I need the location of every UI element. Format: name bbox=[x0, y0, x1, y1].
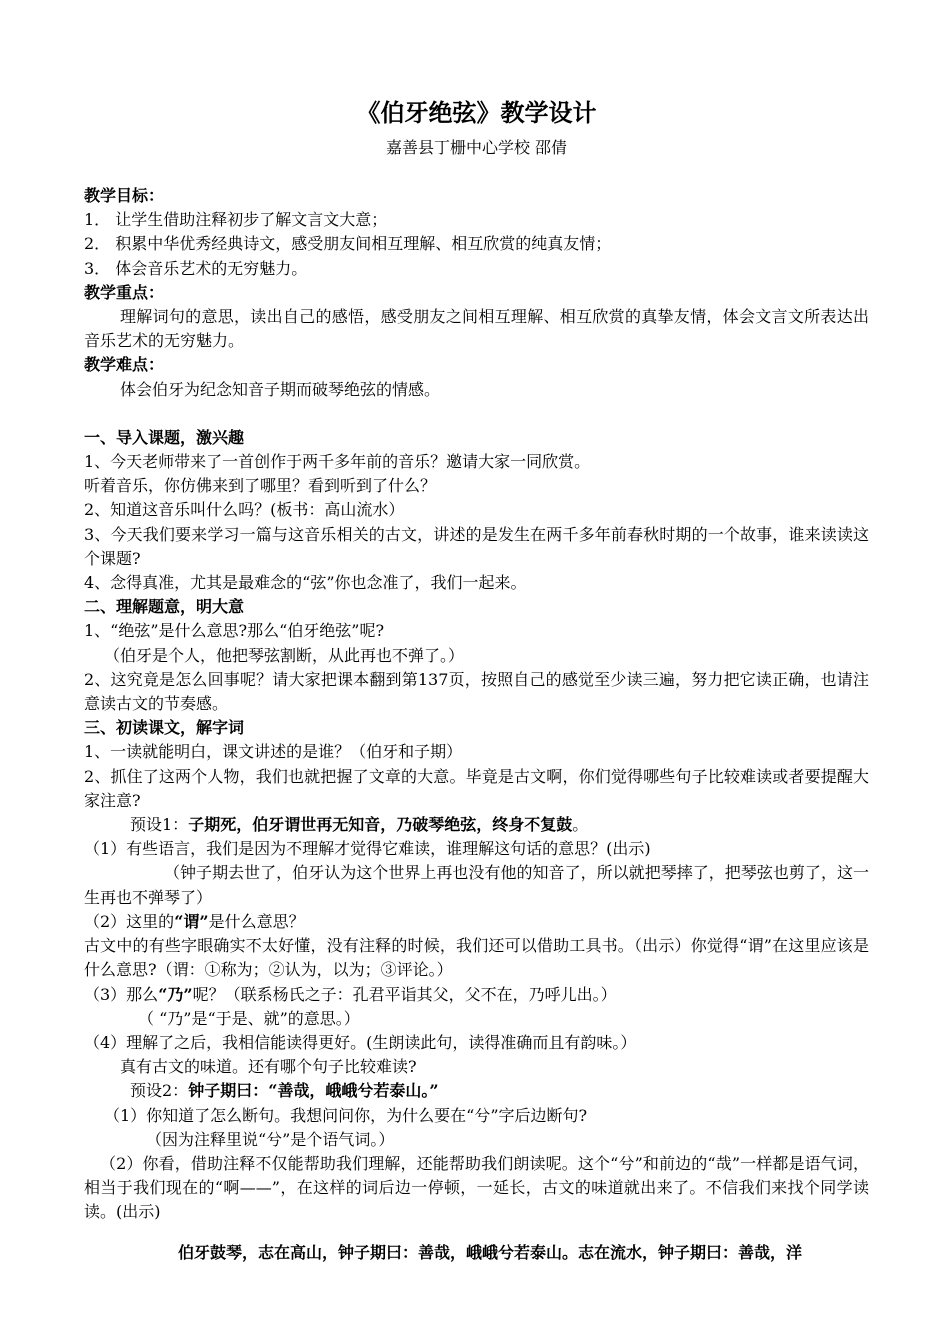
question-2-suffix: 是什么意思？ bbox=[208, 911, 305, 931]
question-2-keyword: “谓” bbox=[174, 911, 209, 931]
question-3 bbox=[84, 983, 869, 1007]
author-line: 嘉善县丁栅中心学校 邵倩 bbox=[385, 138, 568, 157]
goal-item: 3． 体会音乐艺术的无穷魅力。 bbox=[84, 258, 308, 278]
question-3-answer: （ “乃”是“于是、就”的意思。） bbox=[138, 1008, 360, 1028]
question-3-prefix: （3）那么 bbox=[84, 984, 159, 1004]
key-points-text: 理解词句的意思，读出自己的感悟，感受朋友之间相互理解、相互欣赏的真挚友情，体会文言文所表达出音乐艺术的无穷魅力。 bbox=[84, 307, 869, 351]
section1-line: 3、今天我们要来学习一篇与这音乐相关的古文，讲述的是发生在两千多年前春秋时期的一个故事，谁来读读这个课题? bbox=[84, 524, 869, 568]
goal-item: 2． 积累中华优秀经典诗文，感受朋友间相互理解、相互欣赏的纯真友情； bbox=[84, 234, 612, 254]
question-1-answer: （钟子期去世了，伯牙认为这个世界上再也没有他的知音了，所以就把琴摔了，把琴弦也剪了，这一生再也不弹琴了） bbox=[84, 863, 869, 907]
goals-heading: 教学目标： bbox=[84, 186, 165, 205]
preset-1-end: 。 bbox=[572, 815, 589, 835]
question-4-follow: 真有古文的味道。还有哪个句子比较难读? bbox=[120, 1057, 417, 1077]
preset-2 bbox=[84, 1079, 869, 1103]
preset-2-answer-1: （因为注释里说“兮”是个语气词。） bbox=[146, 1129, 395, 1149]
page-title: 《伯牙绝弦》教学设计 bbox=[356, 98, 597, 127]
question-2-prefix: （2）这里的 bbox=[84, 911, 175, 931]
preset-2-label: 预设2： bbox=[130, 1081, 189, 1101]
question-2-text: 古文中的有些字眼确实不太好懂，没有注释的时候，我们还可以借助工具书。（出示）你觉得“谓”在这里应该是什么意思?（谓：①称为；②认为，以为；③评论。） bbox=[84, 936, 869, 980]
section2-answer: （伯牙是个人，他把琴弦割断，从此再也不弹了。） bbox=[104, 645, 465, 665]
section1-line: 2、知道这音乐叫什么吗？(板书：高山流水） bbox=[84, 500, 405, 520]
preset-1-label: 预设1： bbox=[130, 815, 189, 835]
preset-2-question-1: （1）你知道了怎么断句。我想问问你，为什么要在“兮”字后边断句? bbox=[104, 1105, 588, 1125]
spacer bbox=[84, 402, 869, 426]
difficulties-text: 体会伯牙为纪念知音子期而破琴绝弦的情感。 bbox=[120, 379, 441, 399]
key-points-heading: 教学重点： bbox=[84, 282, 165, 302]
preset-2-sentence: 钟子期曰：“善哉，峨峨兮若泰山。” bbox=[188, 1081, 439, 1101]
question-3-keyword: “乃” bbox=[158, 984, 193, 1004]
document-page bbox=[84, 96, 869, 1281]
section2-line: 1、“绝弦”是什么意思?那么“伯牙绝弦”呢? bbox=[84, 621, 385, 641]
section1-line: 4、念得真准，尤其是最难念的“弦”你也念准了，我们一起来。 bbox=[84, 573, 527, 593]
question-4: （4）理解了之后，我相信能读得更好。(生朗读此句，读得准确而且有韵味。） bbox=[84, 1032, 637, 1052]
question-1: （1）有些语言，我们是因为不理解才觉得它难读，谁理解这句话的意思？(出示) bbox=[84, 839, 651, 859]
section2-heading: 二、理解题意，明大意 bbox=[84, 597, 245, 617]
question-3-suffix: 呢？（联系杨氏之子：孔君平诣其父，父不在，乃呼儿出。） bbox=[192, 984, 617, 1004]
preset-1-sentence: 子期死，伯牙谓世再无知音，乃破琴绝弦，终身不复鼓 bbox=[188, 815, 573, 835]
section2-line: 2、这究竟是怎么回事呢？请大家把课本翻到第137页，按照自己的感觉至少读三遍，努力把它读正确，也请注意读古文的节奏感。 bbox=[84, 669, 869, 714]
goal-item: 1． 让学生借助注释初步了解文言文大意； bbox=[84, 210, 388, 230]
section3-heading: 三、初读课文，解字词 bbox=[84, 718, 245, 738]
section3-line: 2、抓住了这两个人物，我们也就把握了文章的大意。毕竟是古文啊，你们觉得哪些句子比较难读或者要提醒大家注意? bbox=[84, 766, 869, 810]
section1-heading: 一、导入课题，激兴趣 bbox=[84, 427, 245, 447]
preset-1 bbox=[84, 813, 869, 837]
difficulties-heading: 教学难点： bbox=[84, 355, 165, 375]
document-body bbox=[84, 184, 869, 1265]
section1-line: 1、今天老师带来了一首创作于两千多年前的音乐？邀请大家一同欣赏。 bbox=[84, 452, 591, 472]
original-text-excerpt: 伯牙鼓琴，志在高山，钟子期曰：善哉，峨峨兮若泰山。志在流水，钟子期曰：善哉，洋 bbox=[178, 1242, 803, 1262]
section3-line: 1、一读就能明白，课文讲述的是谁？（伯牙和子期） bbox=[84, 742, 463, 762]
question-2 bbox=[84, 910, 869, 934]
preset-2-question-2: （2）你看，借助注释不仅能帮助我们理解，还能帮助我们朗读呢。这个“兮”和前边的“哉”一样都是语气词，相当于我们现在的“啊——”，在这样的词后边一停顿，一延长，古文的味道就出来了。不信我们来找个同学读读。(出示) bbox=[84, 1153, 869, 1222]
section1-line: 听着音乐，你仿佛来到了哪里？看到听到了什么？ bbox=[84, 476, 437, 496]
